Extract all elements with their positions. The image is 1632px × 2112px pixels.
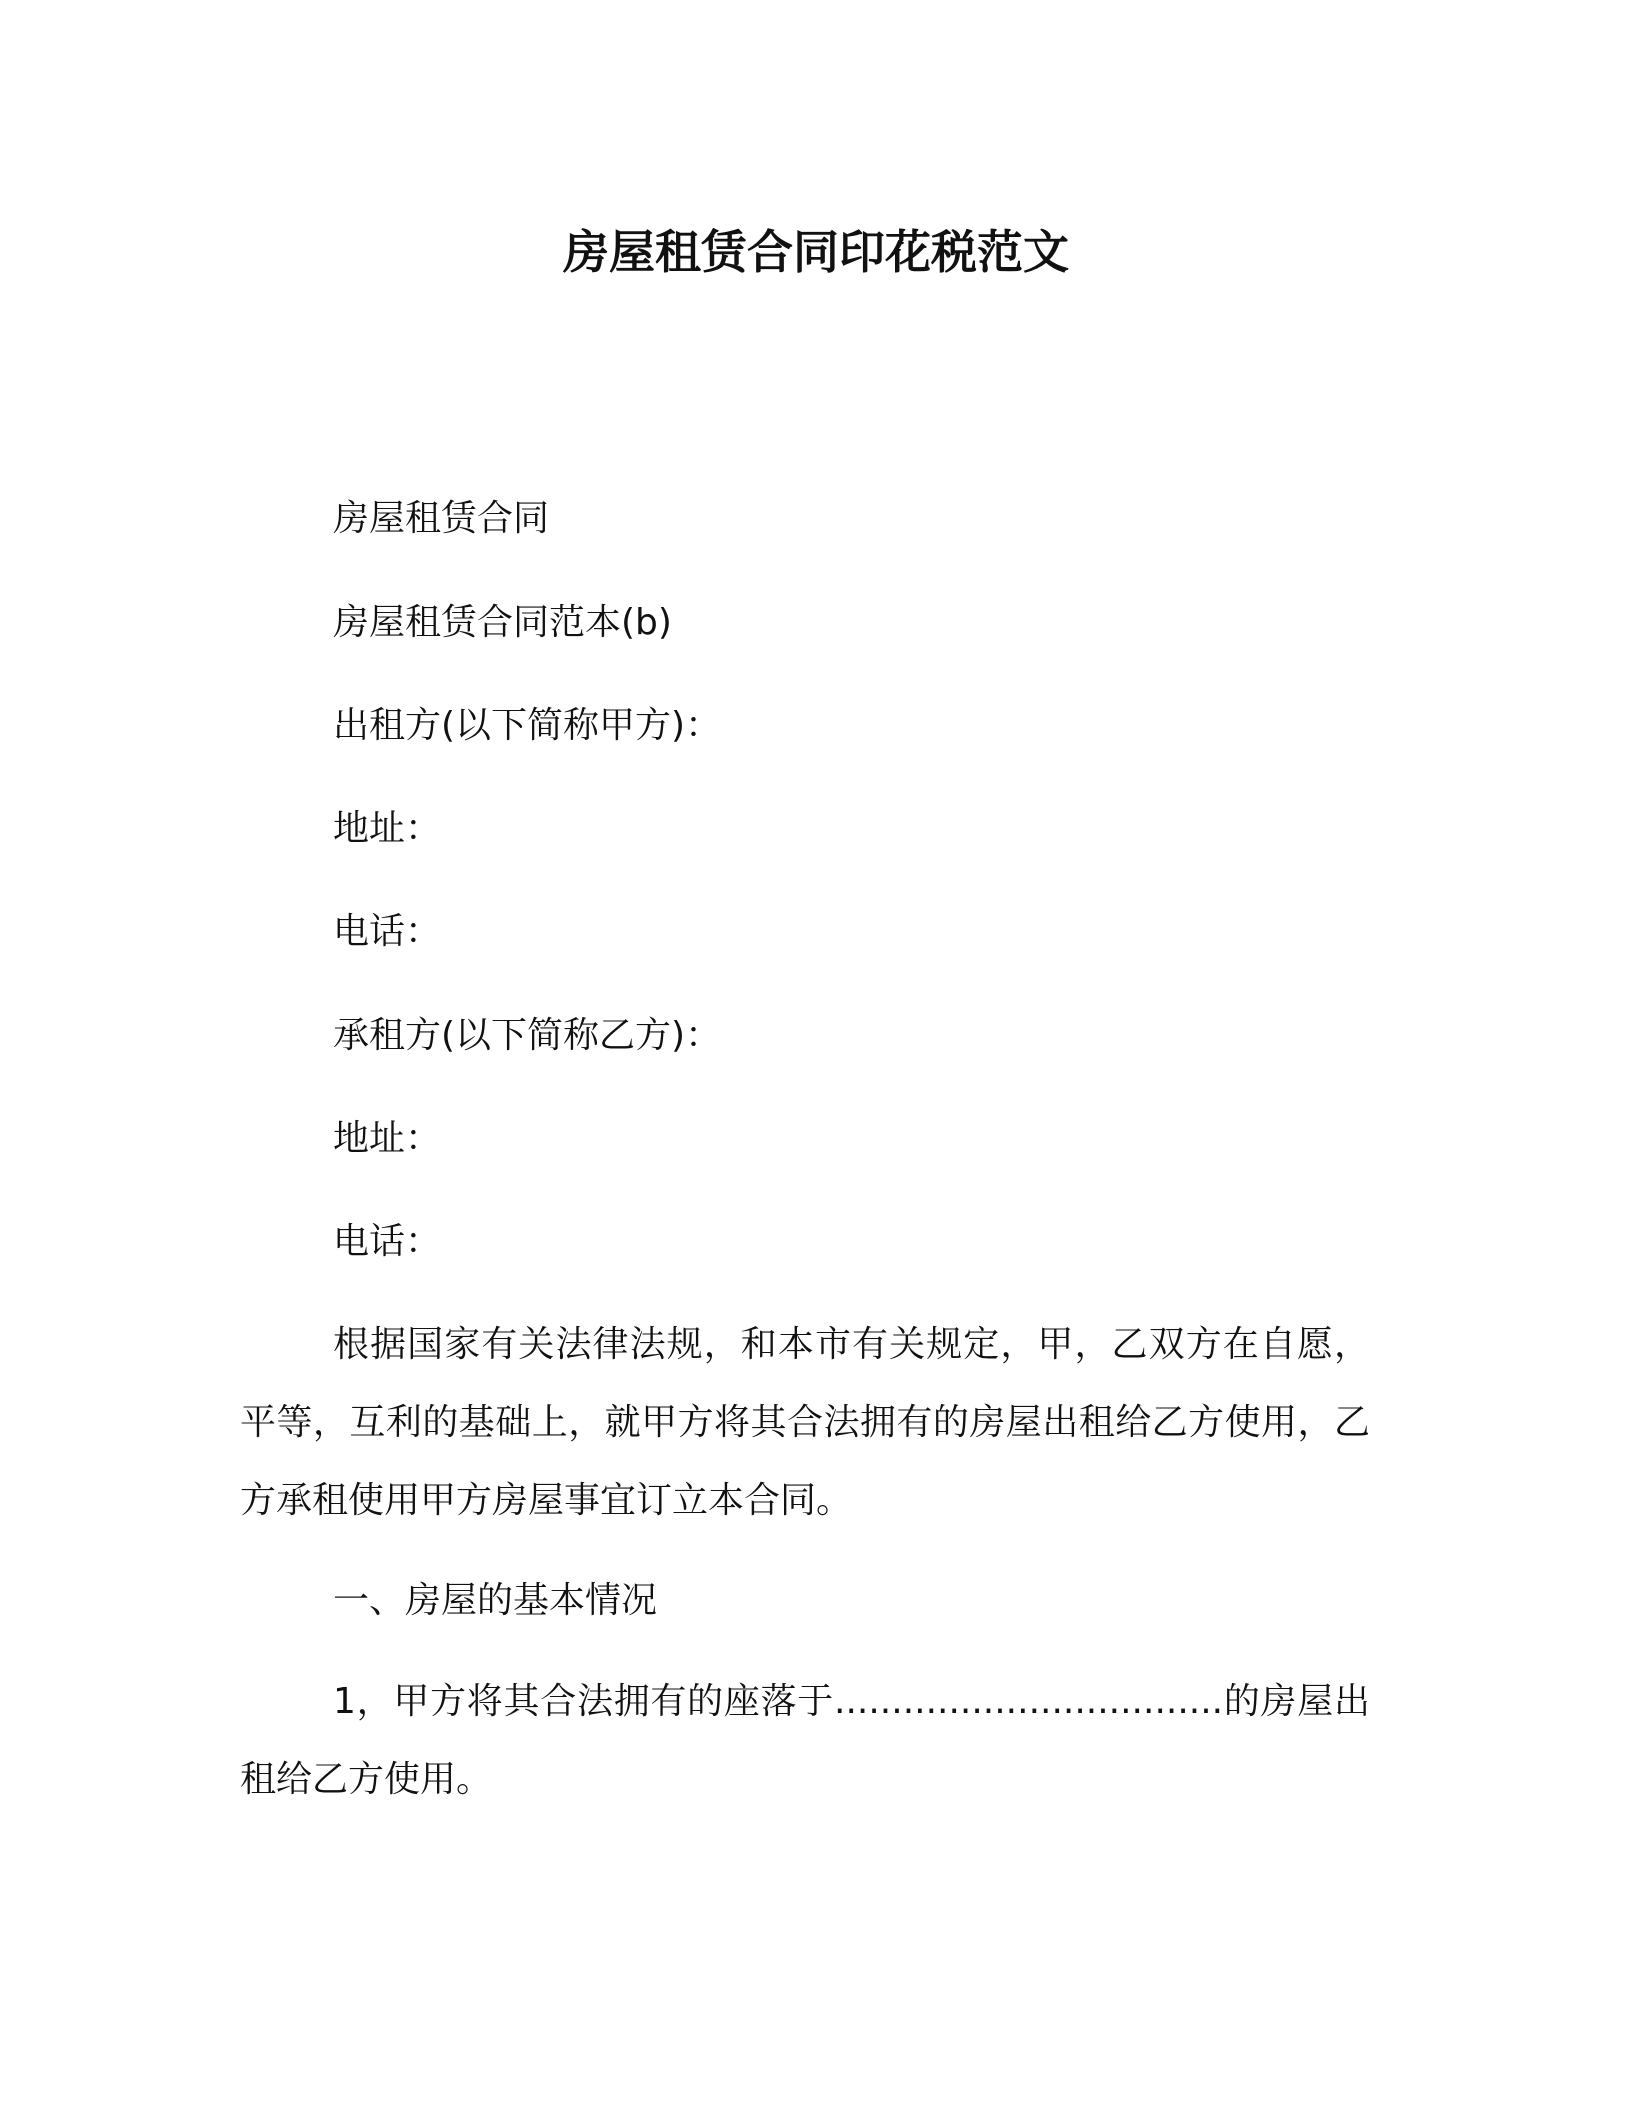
lessor-phone-label: 电话： [333,911,442,952]
contract-heading: 房屋租赁合同 [333,498,550,539]
contract-template-label: 房屋租赁合同范本(b) [333,602,672,643]
lessor-label: 出租方(以下简称甲方)： [333,705,722,746]
lessee-address-label: 地址： [333,1118,442,1159]
clause-1-paragraph: 1，甲方将其合法拥有的座落于..................................的房屋出租给乙方使用。 [240,1681,1370,1800]
lessee-phone-label: 电话： [333,1221,442,1262]
lessee-label: 承租方(以下简称乙方)： [333,1015,722,1056]
section-heading-basic-info: 一、房屋的基本情况 [333,1580,658,1621]
intro-paragraph: 根据国家有关法律法规，和本市有关规定，甲，乙双方在自愿，平等，互利的基础上，就甲方将其合法拥有的房屋出租给乙方使用，乙方承租使用甲方房屋事宜订立本合同。 [240,1324,1370,1521]
document-title: 房屋租赁合同印花税范文 [563,225,1069,279]
lessor-address-label: 地址： [333,808,442,849]
